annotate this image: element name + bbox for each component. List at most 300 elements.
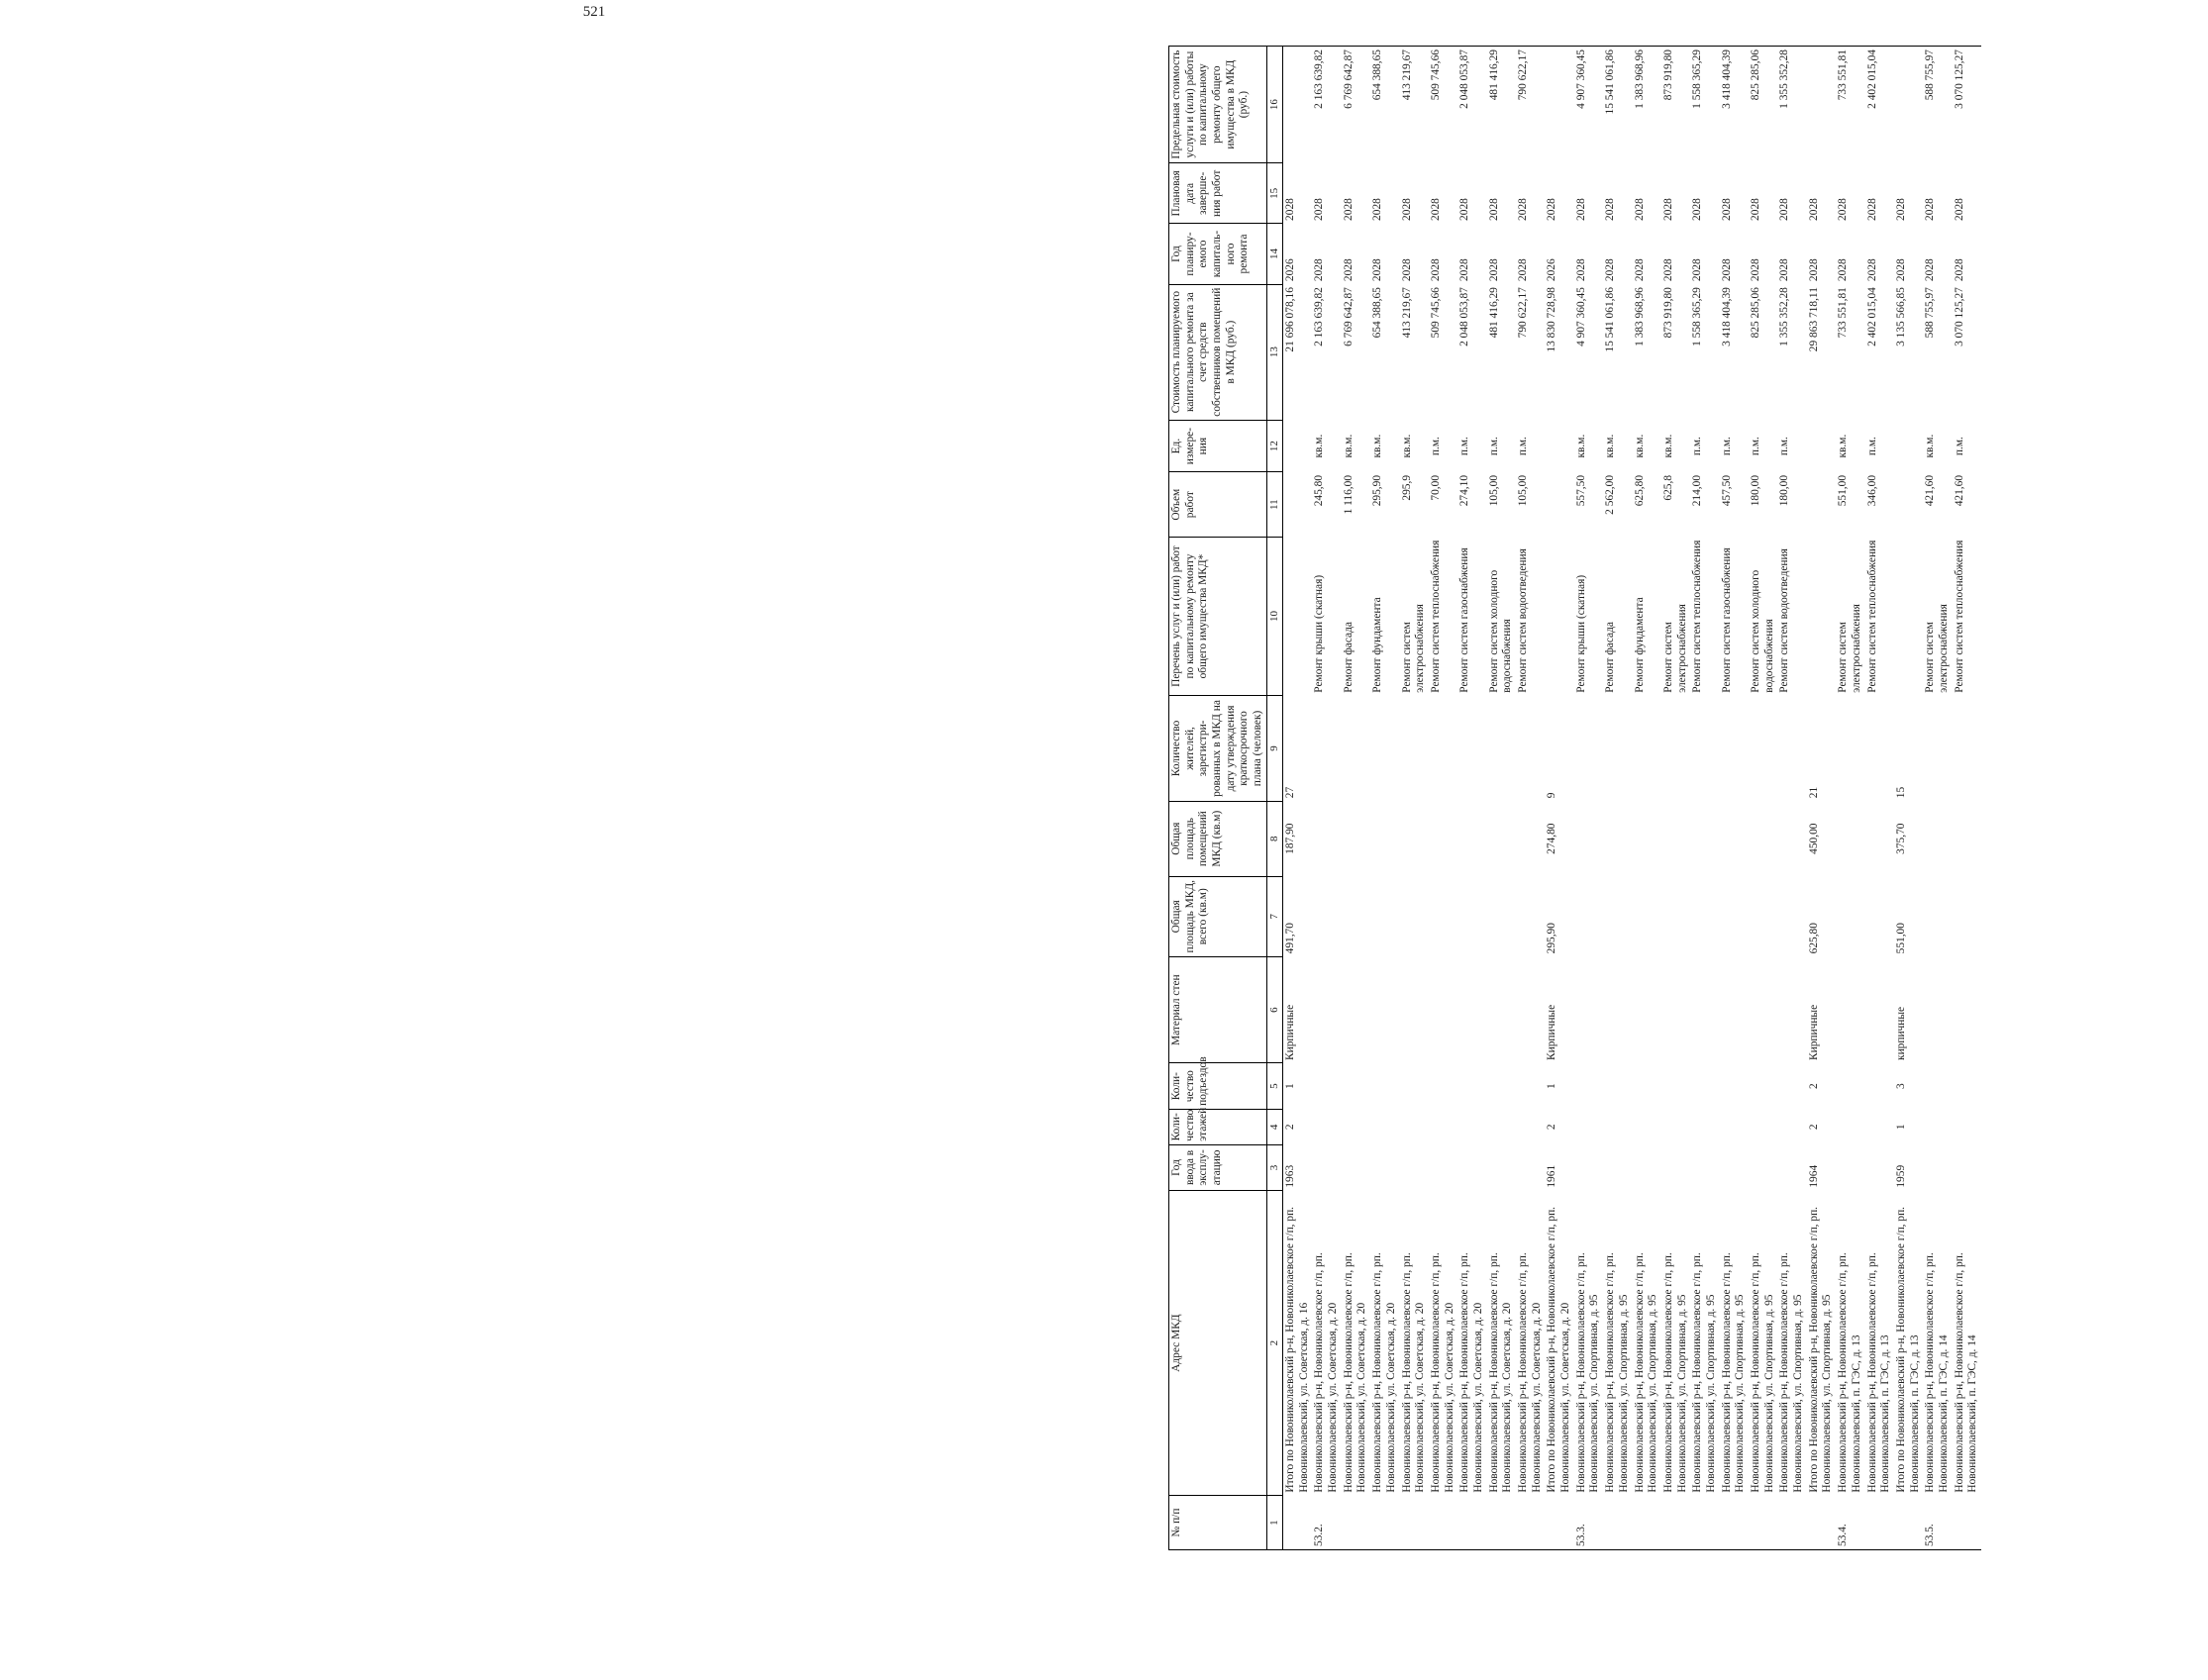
cell-col-8 — [1633, 801, 1661, 876]
cell-col-3: 1959 — [1894, 1164, 1907, 1188]
cell-col-9 — [1836, 696, 1864, 802]
cell-col-16: 2 402 015,04 — [1865, 47, 1894, 163]
cell-col-16: 6 769 642,87 — [1342, 47, 1370, 163]
cell-col-1 — [1429, 1496, 1457, 1550]
cell-col-4 — [1487, 1109, 1516, 1144]
cell-col-14: 2028 — [1894, 258, 1907, 282]
cell-col-16 — [1894, 47, 1923, 163]
table-row — [1370, 47, 1399, 1550]
table-row — [1342, 47, 1370, 1550]
cell-col-11: 105,00 — [1517, 474, 1529, 507]
cell-col-10: Ремонт фундамента — [1371, 597, 1384, 693]
cell-col-4 — [1690, 1109, 1719, 1144]
cell-col-10 — [1807, 537, 1836, 695]
cell-col-1 — [1545, 1496, 1573, 1550]
cell-col-16: 2 163 639,82 — [1312, 47, 1341, 163]
cell-col-15: 2028 — [1778, 198, 1791, 221]
cell-col-10: Ремонт систем газоснабжения — [1720, 547, 1733, 693]
column-header-10: Перечень услуг и (или) работ по капитальному ремонту общего имущества МКД* — [1169, 537, 1267, 695]
cell-col-5 — [1312, 1063, 1341, 1109]
cell-col-10: Ремонт систем электроснабжения — [1924, 604, 1950, 693]
cell-col-12: кв.м. — [1633, 434, 1646, 458]
page-number: 521 — [582, 4, 606, 20]
cell-col-10: Ремонт фундамента — [1633, 597, 1646, 693]
cell-col-15: 2028 — [1837, 198, 1850, 221]
cell-col-4 — [1720, 1109, 1749, 1144]
cell-col-12: п.м. — [1487, 437, 1500, 456]
cell-col-9 — [1720, 696, 1749, 802]
cell-col-3 — [1400, 1144, 1429, 1190]
cell-col-11: 2 562,00 — [1604, 474, 1617, 515]
cell-col-1 — [1342, 1496, 1370, 1550]
cell-col-4: 1 — [1894, 1124, 1907, 1131]
cell-col-15: 2028 — [1342, 198, 1355, 221]
cell-col-10 — [1283, 537, 1313, 695]
cell-col-5 — [1865, 1063, 1894, 1109]
cell-col-3 — [1865, 1144, 1894, 1190]
cell-col-2: Новониколаевский р-н, Новониколаевское г/п, рп. Новониколаевский, п. ГЭС, д. 14 — [1924, 1252, 1950, 1493]
cell-col-8 — [1457, 801, 1486, 876]
cell-col-13: 873 919,80 — [1661, 287, 1674, 339]
cell-col-14: 2028 — [1400, 258, 1413, 282]
cell-col-2: Новониколаевский р-н, Новониколаевское г/п, рп. Новониколаевский, ул. Спортивная, д. 95 — [1778, 1252, 1805, 1493]
table-row — [1777, 47, 1806, 1550]
cell-col-5 — [1342, 1063, 1370, 1109]
cell-col-8 — [1923, 801, 1952, 876]
cell-col-15: 2028 — [1661, 198, 1674, 221]
cell-col-12: п.м. — [1720, 437, 1733, 456]
column-index-11: 11 — [1266, 472, 1282, 537]
cell-col-7 — [1749, 876, 1777, 956]
cell-col-6 — [1516, 956, 1545, 1063]
cell-col-9 — [1400, 696, 1429, 802]
cell-col-12: кв.м. — [1342, 434, 1355, 458]
capital-repair-table — [1168, 46, 1981, 1550]
cell-col-6 — [1690, 956, 1719, 1063]
table-row — [1894, 47, 1923, 1550]
cell-col-15: 2028 — [1865, 198, 1878, 221]
cell-col-11 — [1894, 472, 1923, 537]
rotated-table-region — [1168, 46, 2208, 1550]
column-header-7: Общая площадь МКД, всего (кв.м) — [1169, 876, 1267, 956]
cell-col-16: 2 048 053,87 — [1457, 47, 1486, 163]
column-index-6: 6 — [1266, 956, 1282, 1063]
cell-col-12 — [1545, 420, 1573, 472]
cell-col-1 — [1777, 1496, 1806, 1550]
cell-col-4 — [1953, 1109, 1981, 1144]
cell-col-1 — [1370, 1496, 1399, 1550]
cell-col-10 — [1545, 537, 1573, 695]
cell-col-13: 3 070 125,27 — [1953, 287, 1965, 346]
cell-col-2: Новониколаевский р-н, Новониколаевское г/п, рп. Новониколаевский, п. ГЭС, д. 13 — [1865, 1252, 1892, 1493]
table-row — [1283, 47, 1313, 1550]
cell-col-4 — [1574, 1109, 1603, 1144]
cell-col-14: 2028 — [1953, 258, 1965, 282]
cell-col-16: 4 907 360,45 — [1574, 47, 1603, 163]
column-header-15: Плановая дата заверше-ния работ — [1169, 163, 1267, 224]
cell-col-1 — [1516, 1496, 1545, 1550]
cell-col-2: Итого по Новониколаевский р-н, Новониколаевское г/п, рп. Новониколаевский, ул. Советская, д. 16 — [1284, 1206, 1310, 1493]
cell-col-9 — [1370, 696, 1399, 802]
cell-col-15: 2028 — [1284, 198, 1296, 221]
table-row — [1312, 47, 1341, 1550]
cell-col-14: 2028 — [1807, 258, 1820, 282]
cell-col-3: 1963 — [1284, 1164, 1296, 1188]
cell-col-15: 2028 — [1313, 198, 1326, 221]
cell-col-13: 1 383 968,96 — [1633, 287, 1646, 346]
column-index-13: 13 — [1266, 284, 1282, 420]
cell-col-8 — [1312, 801, 1341, 876]
cell-col-13: 29 863 718,11 — [1807, 287, 1820, 352]
table-row — [1457, 47, 1486, 1550]
cell-col-14: 2026 — [1546, 258, 1558, 282]
column-header-4: Коли-чество этажей — [1169, 1109, 1267, 1144]
cell-col-7 — [1370, 876, 1399, 956]
table-row — [1574, 47, 1603, 1550]
cell-col-10: Ремонт систем водоотведения — [1778, 548, 1791, 693]
cell-col-15: 2028 — [1750, 198, 1761, 221]
cell-col-8 — [1720, 801, 1749, 876]
cell-col-1 — [1720, 1496, 1749, 1550]
cell-col-8 — [1603, 801, 1632, 876]
column-index-14: 14 — [1266, 224, 1282, 284]
cell-col-5 — [1457, 1063, 1486, 1109]
cell-col-13: 733 551,81 — [1837, 287, 1850, 339]
cell-col-5 — [1574, 1063, 1603, 1109]
cell-col-6 — [1574, 956, 1603, 1063]
cell-col-13: 481 416,29 — [1487, 287, 1500, 339]
cell-col-4 — [1865, 1109, 1894, 1144]
cell-col-11: 421,60 — [1924, 474, 1937, 507]
cell-col-7 — [1400, 876, 1429, 956]
cell-col-12 — [1894, 420, 1923, 472]
cell-col-9 — [1690, 696, 1719, 802]
cell-col-8: 375,70 — [1894, 823, 1907, 854]
cell-col-7: 295,90 — [1546, 923, 1558, 954]
cell-col-13: 509 745,66 — [1429, 287, 1442, 339]
cell-col-15: 2028 — [1807, 198, 1820, 221]
cell-col-16: 733 551,81 — [1836, 47, 1864, 163]
cell-col-10: Ремонт систем теплоснабжения — [1691, 540, 1704, 693]
cell-col-14: 2028 — [1837, 258, 1850, 282]
cell-col-2: Новониколаевский р-н, Новониколаевское г/п, рп. Новониколаевский, ул. Спортивная, д. 95 — [1750, 1252, 1775, 1493]
cell-col-4 — [1749, 1109, 1777, 1144]
cell-col-16: 1 558 365,29 — [1690, 47, 1719, 163]
table-row — [1545, 47, 1573, 1550]
cell-col-13: 413 219,67 — [1400, 287, 1413, 339]
cell-col-4 — [1603, 1109, 1632, 1144]
table-row — [1749, 47, 1777, 1550]
column-index-2: 2 — [1266, 1191, 1282, 1496]
cell-col-7 — [1923, 876, 1952, 956]
table-row — [1400, 47, 1429, 1550]
cell-col-10: Ремонт систем теплоснабжения — [1953, 540, 1965, 693]
cell-col-13: 13 830 728,98 — [1546, 287, 1558, 352]
cell-col-12: кв.м. — [1371, 434, 1384, 458]
cell-col-11: 105,00 — [1487, 474, 1500, 507]
cell-col-9 — [1953, 696, 1981, 802]
cell-col-13: 4 907 360,45 — [1574, 287, 1587, 346]
cell-col-7: 491,70 — [1284, 923, 1296, 954]
cell-col-16: 790 622,17 — [1516, 47, 1545, 163]
cell-col-14: 2028 — [1574, 258, 1587, 282]
cell-col-7 — [1720, 876, 1749, 956]
cell-col-12: п.м. — [1458, 437, 1471, 456]
cell-col-2: Новониколаевский р-н, Новониколаевское г/п, рп. Новониколаевский, ул. Советская, д. 20 — [1313, 1252, 1340, 1493]
cell-col-15: 2028 — [1633, 198, 1646, 221]
cell-col-5 — [1953, 1063, 1981, 1109]
cell-col-9 — [1661, 696, 1690, 802]
column-header-6: Материал стен — [1169, 956, 1267, 1063]
cell-col-7: 551,00 — [1894, 923, 1907, 954]
column-header-14: Год планиру-емого капиталь-ного ремонта — [1169, 224, 1267, 284]
cell-col-8 — [1661, 801, 1690, 876]
cell-col-1: 53.5. — [1923, 1496, 1952, 1550]
cell-col-16 — [1283, 47, 1313, 163]
cell-col-11: 557,50 — [1574, 474, 1587, 507]
cell-col-5 — [1720, 1063, 1749, 1109]
table-body — [1283, 47, 1982, 1550]
column-index-8: 8 — [1266, 801, 1282, 876]
cell-col-15: 2028 — [1924, 198, 1937, 221]
cell-col-15: 2028 — [1517, 198, 1529, 221]
cell-col-2: Новониколаевский р-н, Новониколаевское г/п, рп. Новониколаевский, ул. Спортивная, д. 95 — [1604, 1252, 1630, 1493]
cell-col-9 — [1342, 696, 1370, 802]
cell-col-1 — [1661, 1496, 1690, 1550]
cell-col-1 — [1633, 1496, 1661, 1550]
cell-col-10: Ремонт систем холодного водоснабжения — [1750, 569, 1775, 693]
cell-col-11: 625,80 — [1633, 474, 1646, 507]
cell-col-8 — [1865, 801, 1894, 876]
cell-col-12: кв.м. — [1574, 434, 1587, 458]
cell-col-2: Итого по Новониколаевский р-н, Новониколаевское г/п, рп. Новониколаевский, п. ГЭС, д. 13 — [1894, 1206, 1921, 1493]
cell-col-14: 2028 — [1750, 258, 1761, 282]
cell-col-6 — [1312, 956, 1341, 1063]
cell-col-13: 1 558 365,29 — [1691, 287, 1704, 346]
cell-col-5: 2 — [1807, 1083, 1820, 1090]
cell-col-10 — [1894, 537, 1923, 695]
cell-col-10: Ремонт систем теплоснабжения — [1865, 540, 1878, 693]
cell-col-8: 187,90 — [1284, 823, 1296, 854]
cell-col-10: Ремонт систем водоотведения — [1517, 548, 1529, 693]
cell-col-14: 2028 — [1458, 258, 1471, 282]
cell-col-8 — [1516, 801, 1545, 876]
cell-col-9 — [1865, 696, 1894, 802]
cell-col-3 — [1953, 1144, 1981, 1190]
cell-col-1 — [1603, 1496, 1632, 1550]
cell-col-6 — [1370, 956, 1399, 1063]
cell-col-1 — [1807, 1496, 1836, 1550]
column-header-16: Предельная стоимость услуги и (или) работы по капитальному ремонту общего имущества в МКД (руб.) — [1169, 47, 1267, 163]
cell-col-5: 1 — [1546, 1083, 1558, 1090]
cell-col-6 — [1953, 956, 1981, 1063]
table-row — [1836, 47, 1864, 1550]
cell-col-8: 450,00 — [1807, 823, 1820, 854]
cell-col-6: Кирпичные — [1546, 1004, 1558, 1060]
cell-col-9 — [1487, 696, 1516, 802]
cell-col-10: Ремонт систем холодного водоснабжения — [1487, 569, 1514, 693]
cell-col-11: 295,90 — [1371, 474, 1384, 507]
cell-col-7 — [1690, 876, 1719, 956]
cell-col-9 — [1603, 696, 1632, 802]
cell-col-3 — [1487, 1144, 1516, 1190]
cell-col-7 — [1603, 876, 1632, 956]
cell-col-12 — [1283, 420, 1313, 472]
column-index-3: 3 — [1266, 1144, 1282, 1190]
column-header-8: Общая площадь помещений МКД (кв.м) — [1169, 801, 1267, 876]
cell-col-15: 2028 — [1487, 198, 1500, 221]
cell-col-3 — [1370, 1144, 1399, 1190]
column-header-3: Год ввода в эксплу-атацию — [1169, 1144, 1267, 1190]
cell-col-14: 2028 — [1661, 258, 1674, 282]
cell-col-6 — [1429, 956, 1457, 1063]
cell-col-8 — [1574, 801, 1603, 876]
cell-col-2: Новониколаевский р-н, Новониколаевское г/п, рп. Новониколаевский, п. ГЭС, д. 14 — [1953, 1252, 1979, 1493]
cell-col-3 — [1633, 1144, 1661, 1190]
cell-col-10: Ремонт крыши (скатная) — [1574, 574, 1587, 693]
cell-col-8 — [1777, 801, 1806, 876]
cell-col-3 — [1312, 1144, 1341, 1190]
cell-col-11: 457,50 — [1720, 474, 1733, 507]
cell-col-3 — [1690, 1144, 1719, 1190]
cell-col-5 — [1690, 1063, 1719, 1109]
cell-col-14: 2026 — [1284, 258, 1296, 282]
column-index-10: 10 — [1266, 537, 1282, 695]
cell-col-1 — [1400, 1496, 1429, 1550]
cell-col-7 — [1487, 876, 1516, 956]
cell-col-2: Новониколаевский р-н, Новониколаевское г/п, рп. Новониколаевский, ул. Советская, д. 20 — [1458, 1252, 1484, 1493]
cell-col-2: Новониколаевский р-н, Новониколаевское г/п, рп. Новониколаевский, ул. Советская, д. 20 — [1342, 1252, 1368, 1493]
cell-col-7 — [1777, 876, 1806, 956]
column-header-5: Коли-чество подъездов — [1169, 1063, 1267, 1109]
cell-col-7 — [1661, 876, 1690, 956]
cell-col-15: 2028 — [1720, 198, 1733, 221]
cell-col-13: 21 696 078,16 — [1284, 287, 1296, 352]
cell-col-5 — [1400, 1063, 1429, 1109]
cell-col-16: 481 416,29 — [1487, 47, 1516, 163]
cell-col-16: 413 219,67 — [1400, 47, 1429, 163]
cell-col-7 — [1457, 876, 1486, 956]
cell-col-16: 873 919,80 — [1661, 47, 1690, 163]
cell-col-6 — [1457, 956, 1486, 1063]
cell-col-4: 2 — [1807, 1124, 1820, 1131]
cell-col-12: кв.м. — [1604, 434, 1617, 458]
cell-col-3: 1964 — [1807, 1164, 1820, 1188]
cell-col-14: 2028 — [1691, 258, 1704, 282]
cell-col-1: 53.4. — [1836, 1496, 1864, 1550]
cell-col-12: п.м. — [1517, 437, 1529, 456]
cell-col-11: 70,00 — [1429, 474, 1442, 501]
cell-col-4 — [1370, 1109, 1399, 1144]
cell-col-8 — [1429, 801, 1457, 876]
cell-col-3 — [1777, 1144, 1806, 1190]
cell-col-2: Новониколаевский р-н, Новониколаевское г/п, рп. Новониколаевский, ул. Советская, д. 20 — [1429, 1252, 1455, 1493]
cell-col-13: 3 418 404,39 — [1720, 287, 1733, 346]
cell-col-6 — [1342, 956, 1370, 1063]
cell-col-16: 15 541 061,86 — [1603, 47, 1632, 163]
cell-col-1 — [1283, 1496, 1313, 1550]
cell-col-7 — [1953, 876, 1981, 956]
cell-col-4 — [1923, 1109, 1952, 1144]
cell-col-13: 3 135 566,85 — [1894, 287, 1907, 346]
cell-col-2: Новониколаевский р-н, Новониколаевское г/п, рп. Новониколаевский, ул. Спортивная, д. 95 — [1633, 1252, 1659, 1493]
column-index-16: 16 — [1266, 47, 1282, 163]
cell-col-5 — [1923, 1063, 1952, 1109]
cell-col-16: 509 745,66 — [1429, 47, 1457, 163]
cell-col-9 — [1457, 696, 1486, 802]
cell-col-7 — [1516, 876, 1545, 956]
cell-col-2: Новониколаевский р-н, Новониколаевское г/п, рп. Новониколаевский, ул. Спортивная, д. 95 — [1720, 1252, 1747, 1493]
cell-col-2: Итого по Новониколаевский р-н, Новониколаевское г/п, рп. Новониколаевский, ул. Советская, д. 20 — [1546, 1206, 1572, 1493]
cell-col-2: Новониколаевский р-н, Новониколаевское г/п, рп. Новониколаевский, ул. Советская, д. 20 — [1517, 1252, 1543, 1493]
cell-col-16: 3 418 404,39 — [1720, 47, 1749, 163]
cell-col-15: 2028 — [1953, 198, 1965, 221]
cell-col-9: 9 — [1546, 792, 1558, 799]
cell-col-9 — [1312, 696, 1341, 802]
cell-col-6 — [1487, 956, 1516, 1063]
cell-col-5: 3 — [1894, 1083, 1907, 1090]
column-index-15: 15 — [1266, 163, 1282, 224]
cell-col-9 — [1429, 696, 1457, 802]
cell-col-8: 274,80 — [1546, 823, 1558, 854]
cell-col-10: Ремонт крыши (скатная) — [1313, 574, 1326, 693]
cell-col-5 — [1836, 1063, 1864, 1109]
cell-col-7 — [1342, 876, 1370, 956]
cell-col-13: 588 755,97 — [1924, 287, 1937, 339]
cell-col-8 — [1749, 801, 1777, 876]
cell-col-11: 346,00 — [1865, 474, 1878, 507]
cell-col-11: 551,00 — [1837, 474, 1850, 507]
cell-col-11: 625,8 — [1661, 474, 1674, 501]
cell-col-4 — [1836, 1109, 1864, 1144]
cell-col-4 — [1777, 1109, 1806, 1144]
cell-col-12: кв.м. — [1313, 434, 1326, 458]
header-row — [1169, 47, 1267, 1550]
cell-col-3 — [1923, 1144, 1952, 1190]
column-index-12: 12 — [1266, 420, 1282, 472]
cell-col-13: 6 769 642,87 — [1342, 287, 1355, 346]
cell-col-1 — [1749, 1496, 1777, 1550]
cell-col-11: 295,9 — [1400, 474, 1413, 501]
cell-col-15: 2028 — [1371, 198, 1384, 221]
cell-col-11: 274,10 — [1458, 474, 1471, 507]
cell-col-13: 1 355 352,28 — [1778, 287, 1791, 346]
cell-col-6 — [1400, 956, 1429, 1063]
cell-col-5 — [1633, 1063, 1661, 1109]
cell-col-5 — [1370, 1063, 1399, 1109]
cell-col-15: 2028 — [1429, 198, 1442, 221]
cell-col-2: Новониколаевский р-н, Новониколаевское г/п, рп. Новониколаевский, ул. Спортивная, д. 95 — [1661, 1252, 1688, 1493]
cell-col-16 — [1545, 47, 1573, 163]
cell-col-13: 2 402 015,04 — [1865, 287, 1878, 346]
cell-col-8 — [1370, 801, 1399, 876]
cell-col-8 — [1342, 801, 1370, 876]
cell-col-8 — [1953, 801, 1981, 876]
cell-col-11: 180,00 — [1750, 474, 1761, 507]
table-row — [1487, 47, 1516, 1550]
cell-col-12: п.м. — [1691, 437, 1704, 456]
cell-col-4 — [1342, 1109, 1370, 1144]
cell-col-7 — [1312, 876, 1341, 956]
cell-col-2: Итого по Новониколаевский р-н, Новониколаевское г/п, рп. Новониколаевский, ул. Спортивная, д. 95 — [1807, 1206, 1834, 1493]
column-index-row — [1266, 47, 1282, 1550]
cell-col-14: 2028 — [1778, 258, 1791, 282]
cell-col-2: Новониколаевский р-н, Новониколаевское г/п, рп. Новониколаевский, ул. Советская, д. 20 — [1400, 1252, 1427, 1493]
cell-col-10: Ремонт систем электроснабжения — [1837, 604, 1862, 693]
cell-col-12: кв.м. — [1400, 434, 1413, 458]
cell-col-6 — [1749, 956, 1777, 1063]
cell-col-12: п.м. — [1865, 437, 1878, 456]
